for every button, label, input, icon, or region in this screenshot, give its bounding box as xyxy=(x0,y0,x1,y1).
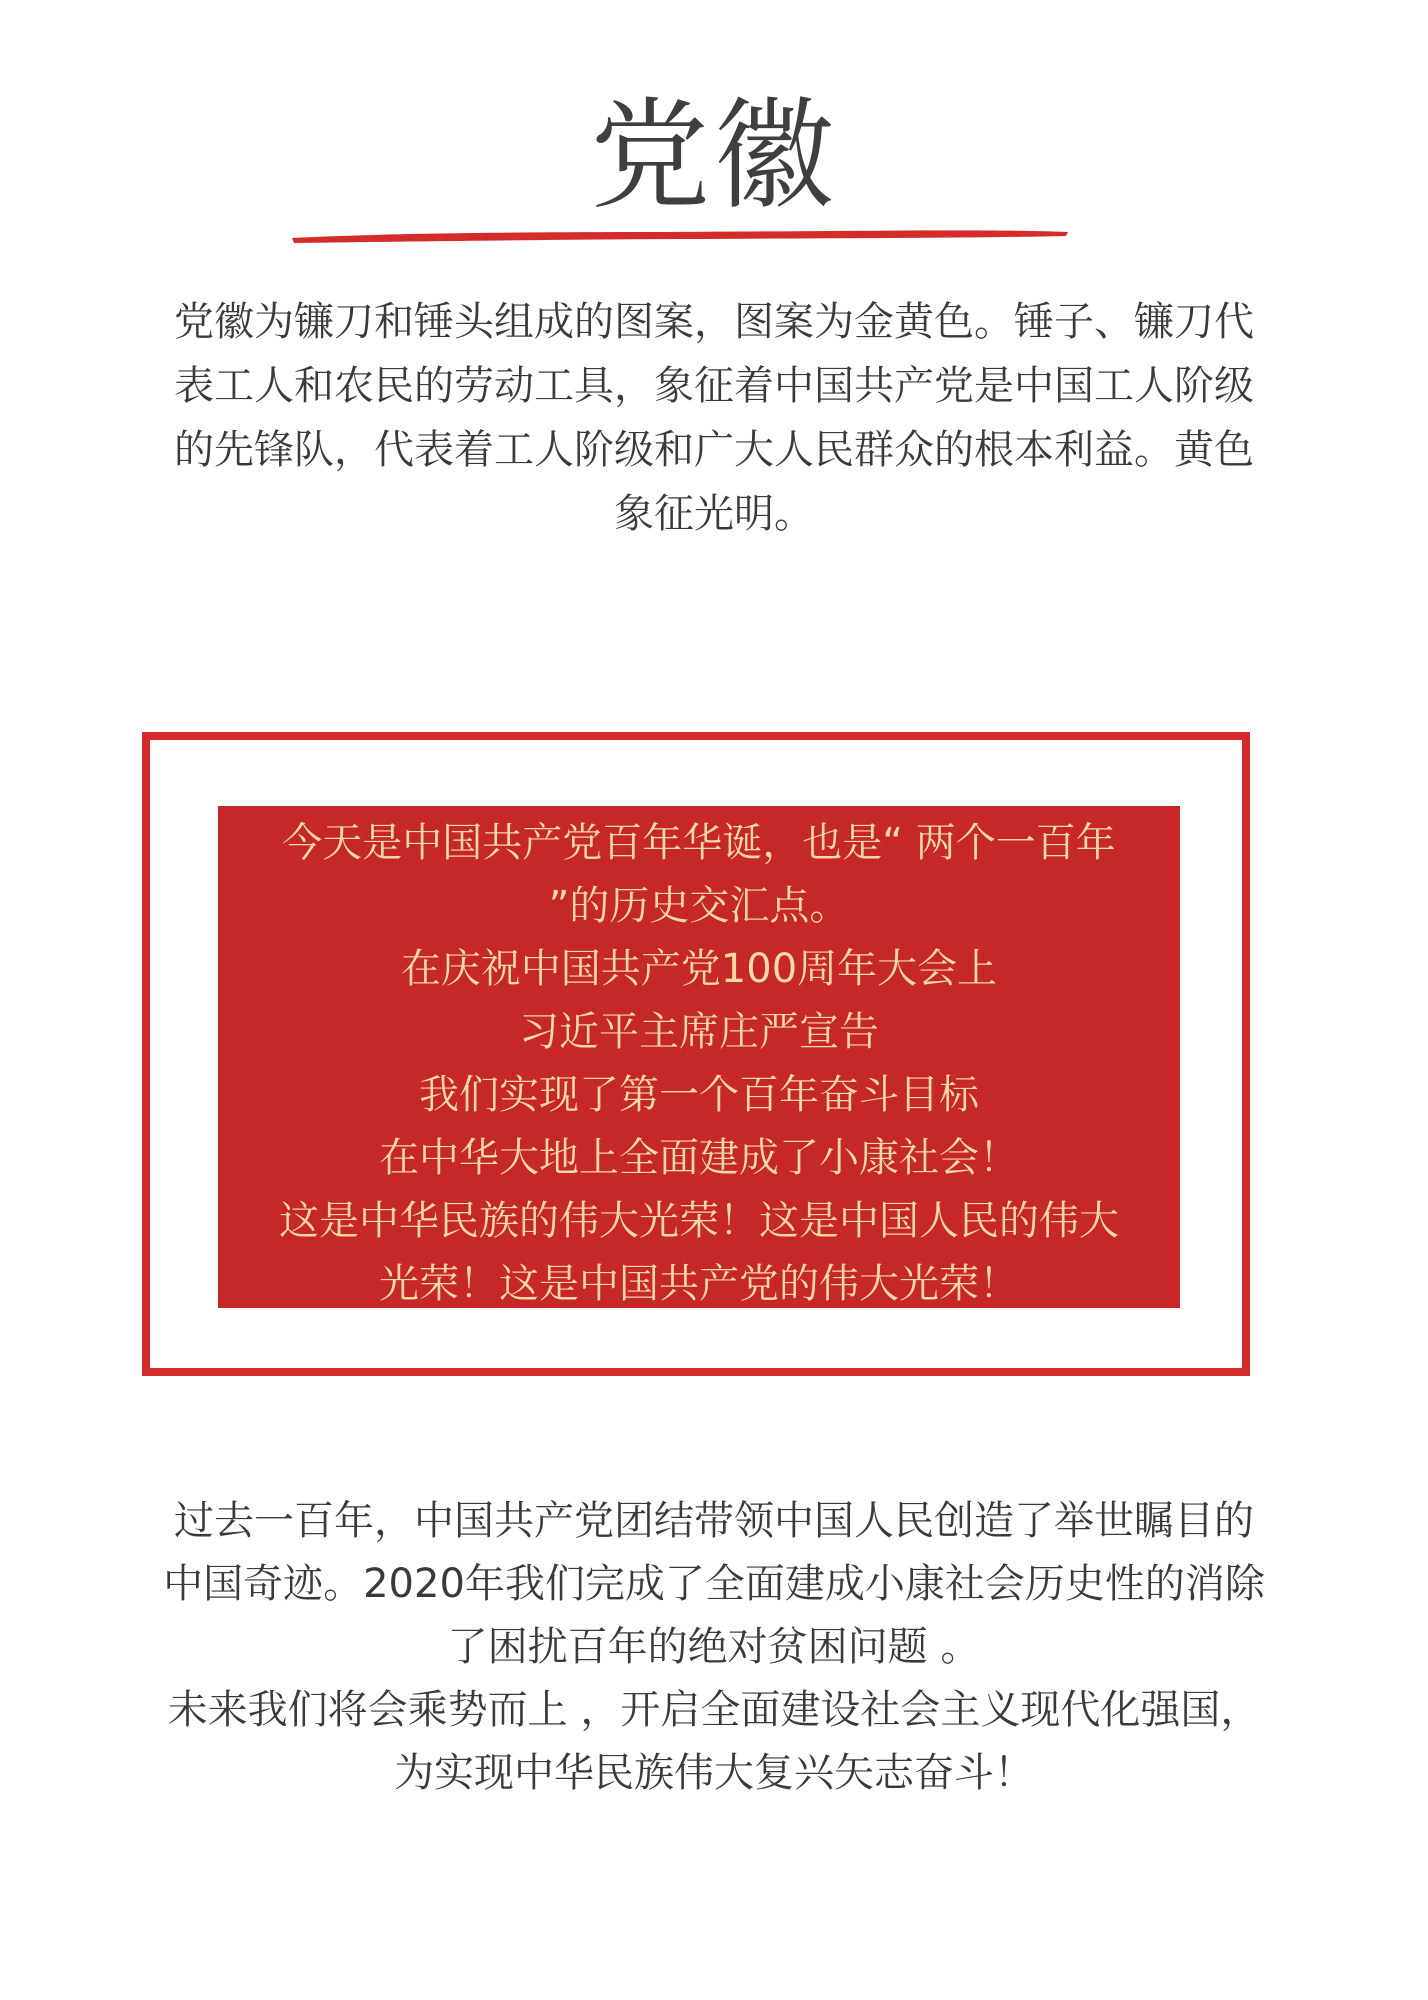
intro-line: 党徽为镰刀和锤头组成的图案，图案为金黄色。锤子、镰刀代 xyxy=(174,299,1254,345)
quote-line: 光荣！这是中国共产党的伟大光荣！ xyxy=(379,1261,1019,1307)
page-title: 党徽 xyxy=(590,87,838,226)
intro-paragraph xyxy=(110,290,1318,546)
outro-line: 过去一百年，中国共产党团结带领中国人民创造了举世瞩目的 xyxy=(174,1498,1254,1544)
quote-line: 今天是中国共产党百年华诞，也是“ 两个一百年 xyxy=(282,820,1116,866)
title-underline-brush-stroke xyxy=(290,226,1070,246)
outro-line: 为实现中华民族伟大复兴矢志奋斗！ xyxy=(394,1750,1034,1796)
quote-box xyxy=(218,806,1180,1308)
quote-line: 在中华大地上全面建成了小康社会！ xyxy=(379,1135,1019,1181)
outro-line: 未来我们将会乘势而上 ，开启全面建设社会主义现代化强国， xyxy=(167,1687,1261,1733)
quote-line: 我们实现了第一个百年奋斗目标 xyxy=(419,1072,979,1118)
intro-line: 的先锋队，代表着工人阶级和广大人民群众的根本利益。黄色 xyxy=(174,427,1254,473)
quote-line: 习近平主席庄严宣告 xyxy=(519,1009,879,1055)
outro-paragraph xyxy=(90,1490,1338,1805)
quote-line: 这是中华民族的伟大光荣！这是中国人民的伟大 xyxy=(279,1198,1119,1244)
outro-line: 了困扰百年的绝对贫困问题 。 xyxy=(447,1624,981,1670)
intro-line: 象征光明。 xyxy=(614,491,814,537)
outro-line: 中国奇迹。2020年我们完成了全面建成小康社会历史性的消除 xyxy=(163,1561,1265,1607)
quote-line: ”的历史交汇点。 xyxy=(548,883,850,929)
quote-line: 在庆祝中国共产党100周年大会上 xyxy=(400,946,998,992)
intro-line: 表工人和农民的劳动工具，象征着中国共产党是中国工人阶级 xyxy=(174,363,1254,409)
